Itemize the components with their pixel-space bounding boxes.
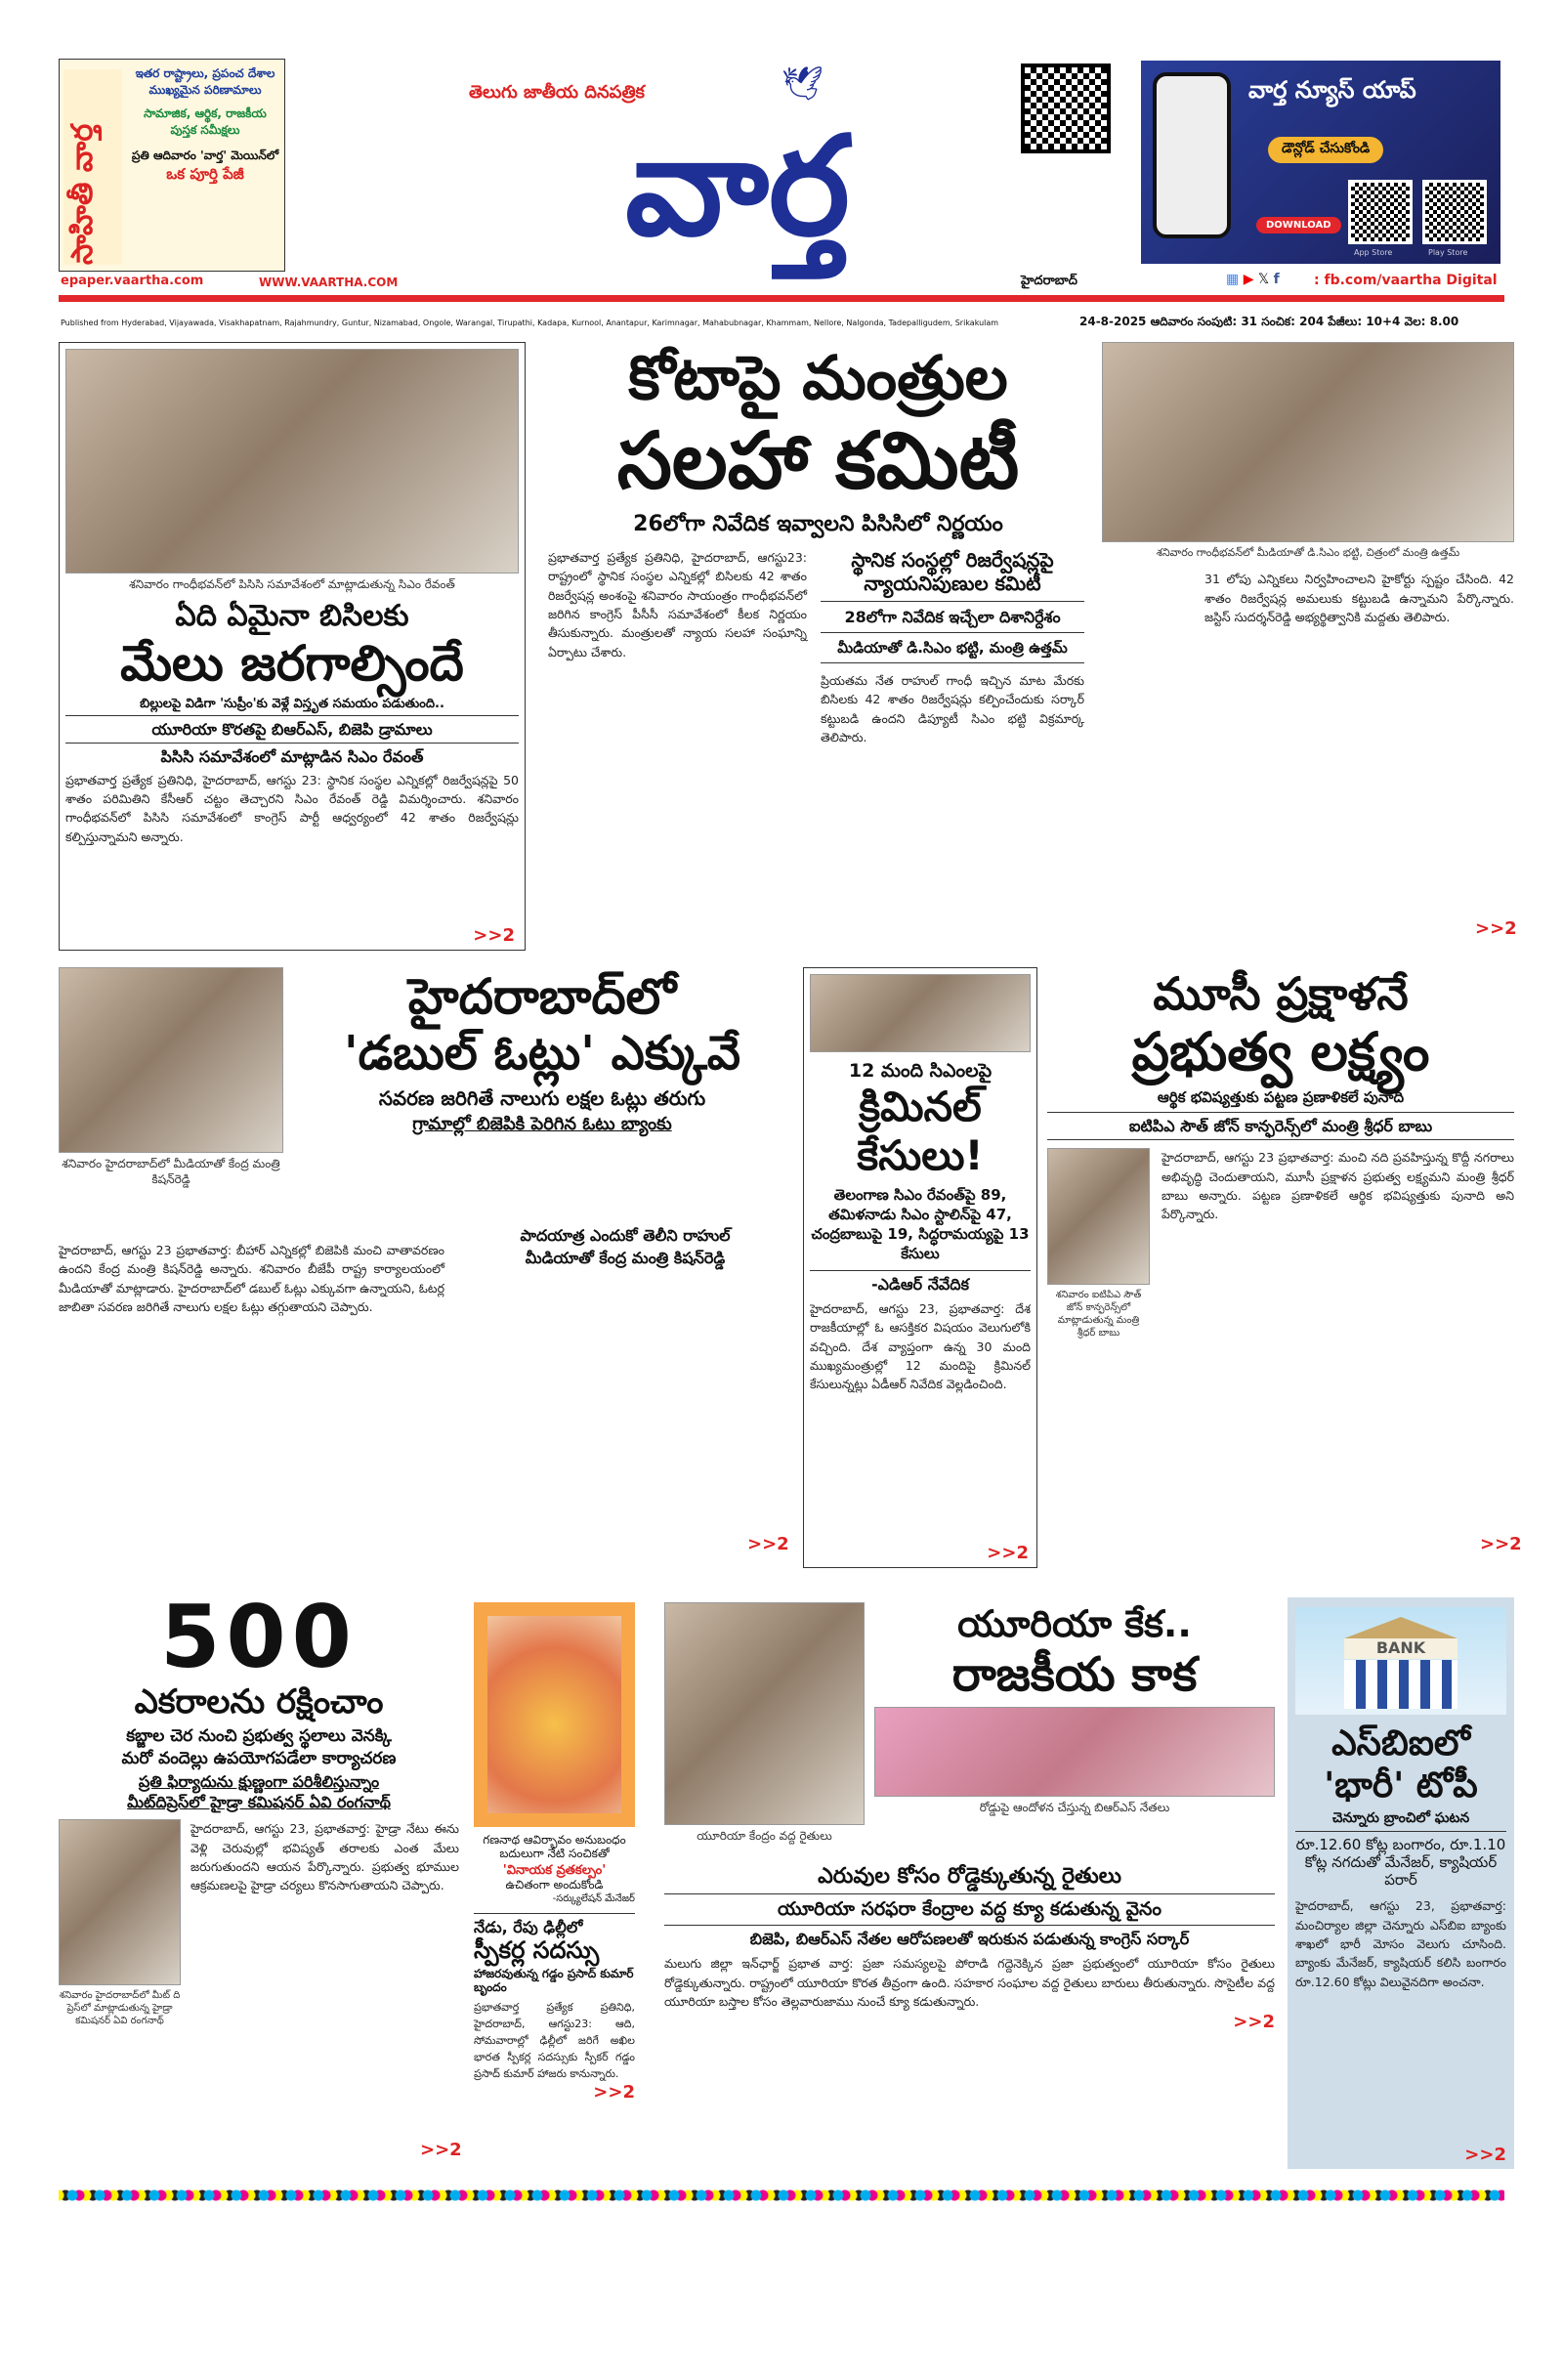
subhead: గ్రామాల్లో బిజెపికి పెరిగిన ఓటు బ్యాంకు	[412, 1113, 672, 1134]
ganesh-image	[487, 1616, 621, 1813]
photo-caption: శనివారం హైదరాబాద్‌లో మీట్ ది ప్రెస్‌లో మాట్లాడుతున్న హైడ్రా కమిషనర్ ఏవి రంగనాథ్	[59, 1990, 181, 2027]
photo-bhatti-uttam	[1102, 342, 1514, 542]
inner-body: ప్రియతమ నేత రాహుల్ గాంధీ ఇచ్చిన మాట మేరకు బిసిలకు 42 శాతం రిజర్వేషన్లు కల్పించేందుకు సర్కార్ కట్టుబడి ఉందని డిప్యూటీ సిఎం భట్టి విక్రమార్క తెలిపారు.	[821, 672, 1084, 745]
subhead: బిల్లులపై విడిగా 'సుప్రీం'కు వెళ్లే విస్తృత సమయం పడుతుంది..	[140, 696, 444, 711]
subhead: మీట్‌దిప్రెస్‌లో హైడ్రా కమిషనర్ ఏవి రంగనాథ్	[127, 1793, 391, 1812]
ganesh-promo[interactable]	[474, 1602, 635, 1827]
app-store-qr[interactable]	[1348, 180, 1413, 244]
continued-link[interactable]: >>2	[1233, 2011, 1275, 2032]
kicker: 12 మంది సిఎంలపై	[848, 1060, 993, 1082]
red-bar	[59, 295, 1504, 302]
bank-sign: BANK	[1344, 1638, 1457, 1659]
lead-kicker: కోటాపై మంత్రుల	[628, 342, 1008, 413]
photo-caption: శనివారం ఐటిపిఎ సౌత్ జోన్ కాన్ఫరెన్స్‌లో మాట్లాడుతున్న మంత్రి శ్రీధర్ బాబు	[1055, 1290, 1142, 1339]
inner-subhead: మీడియాతో డి.సిఎం భట్టి, మంత్రి ఉత్తమ్	[821, 633, 1084, 663]
inner-headline: స్థానిక సంస్థల్లో రిజర్వేషన్లపై న్యాయనిపుణుల కమిటీ	[821, 548, 1084, 602]
youtube-icon[interactable]: ▶	[1243, 272, 1254, 287]
kicker: నేడు, రేపు ఢిల్లీలో	[474, 1913, 635, 1936]
subhead: రూ.12.60 కోట్ల బంగారం, రూ.1.10 కోట్ల నగదుతో మేనేజర్, క్యాషియర్ పరార్	[1295, 1831, 1506, 1889]
number-500: 500	[160, 1587, 358, 1687]
app-store-label: App Store	[1354, 248, 1393, 257]
lead-body-continued: 31 లోపు ఎన్నికలు నిర్వహించాలని హైకోర్టు స్పష్టం చేసింది. 42 శాతం రిజర్వేషన్ల అమలుకు కట్టుబడి ఉన్నామని పేర్కొన్నారు. జస్టిస్ సుదర్శన్‌రెడ్డి అభ్యర్థిత్వానికి మద్దతు తెలిపారు.	[1204, 572, 1514, 625]
ad-line: ముఖ్యమైన పరిణామాలు	[148, 83, 262, 98]
continued-link[interactable]: >>2	[473, 925, 515, 946]
dateline: 24-8-2025 ఆదివారం సంపుటి: 31 సంచిక: 204 పేజీలు: 10+4 వెల: 8.00	[1079, 315, 1459, 328]
ad-line: ఇతర రాష్ట్రాలు, ప్రపంచ దేశాల	[135, 66, 275, 80]
phone-image	[1153, 72, 1231, 238]
continued-link[interactable]: >>2	[987, 1543, 1029, 1563]
photo-caption: శనివారం హైదరాబాద్‌లో మీడియాతో కేంద్ర మంత్రి కిషన్‌రెడ్డి	[62, 1157, 280, 1186]
google-news-icon[interactable]: ▦	[1226, 272, 1240, 287]
photo-three-cms	[810, 974, 1031, 1052]
story-body: హైదరాబాద్, ఆగస్టు 23 ప్రభాతవార్త: బీహార్ ఎన్నికల్లో బిజెపికి మంచి వాతావరణం ఉందని కేంద్ర మంత్రి కిషన్‌రెడ్డి అన్నారు. శనివారం బీజేపీ రాష్ట్ర కార్యాలయంలో మీడియాతో మాట్లాడారు. హైదరాబాద్‌లో డబుల్ ఓట్లు ఎక్కువగా ఉన్నాయని, ఓటర్ల జాబితా సవరణ జరిగితే నాలుగు లక్షల ఓట్లు తగ్గుతాయని చెప్పారు.	[59, 1243, 444, 1315]
subhead: పిసిసి సమావేశంలో మాట్లాడిన సిఎం రేవంత్	[160, 747, 424, 767]
subhead: మరో వందెల్లు ఉపయోగపడేలా కార్యాచరణ	[121, 1748, 397, 1768]
continued-link[interactable]: >>2	[747, 1534, 789, 1554]
sahiti-ad[interactable]	[59, 59, 285, 272]
ganesh-byline: -సర్క్యులేషన్ మేనేజర్	[552, 1892, 635, 1904]
photo-revanth-meeting	[65, 349, 519, 574]
facebook-handle[interactable]: : fb.com/vaartha Digital	[1314, 273, 1498, 288]
photo-caption: యూరియా కేంద్రం వద్ద రైతులు	[697, 1829, 832, 1843]
photo-caption: రోడ్డుపై ఆందోళన చేస్తున్న బిఆర్ఎస్ నేతలు	[979, 1801, 1170, 1815]
story-body: హైదరాబాద్, ఆగస్టు 23, ప్రభాతవార్త: దేశ రాజకీయాల్లో ఓ ఆసక్తికర విషయం వెలుగులోకి వచ్చింది. దేశ వ్యాప్తంగా ఉన్న 30 మంది ముఖ్యమంత్రుల్లో 12 మందిపై క్రిమినల్ కేసులున్నట్లు ఏడీఆర్ నివేదిక వెల్లడించింది.	[810, 1300, 1031, 1392]
download-cta[interactable]: డౌన్లోడ్ చేసుకోండి	[1268, 137, 1383, 163]
photo-caption: శనివారం గాంధీభవన్‌లో మీడియాతో డి.సిఎం భట్టి, చిత్రంలో మంత్రి ఉత్తమ్	[1156, 546, 1460, 559]
subhead: యూరియా సరఫరా కేంద్రాల వద్ద క్యూ కడుతున్న వైనం	[664, 1893, 1275, 1926]
subhead: ప్రతి ఫిర్యాదును క్షుణ్ణంగా పరిశీలిస్తున్నాం	[138, 1771, 380, 1791]
social-icons[interactable]	[1226, 272, 1280, 287]
ad-line: ఒక పూర్తి పేజీ	[166, 164, 244, 183]
subhead: ఐటిపిఎ సౌత్ జోన్ కాన్ఫరెన్స్‌లో మంత్రి శ్రీధర్ బాబు	[1047, 1112, 1514, 1140]
story-body: ప్రభాతవార్త ప్రత్యేక ప్రతినిధి, హైదరాబాద్, ఆగస్టు 23: స్థానిక సంస్థల ఎన్నికల్లో రిజర్వేషన్లపై 50 శాతం పరిమితిని కేసీఆర్ చట్టం తెచ్చారని సిఎం రేవంత్ రెడ్డి విమర్శించారు. శనివారం గాంధీభవన్‌లో పిసిసి సమావేశంలో కాంగ్రెస్ పార్టీ ఆధ్వర్యంలో 42 శాతం రిజర్వేషన్లు కల్పిస్తున్నామని అన్నారు.	[65, 772, 519, 844]
subhead: పాదయాత్ర ఎందుకో తెలీని రాహుల్	[520, 1226, 731, 1245]
kicker: యూరియా కేక..	[957, 1602, 1192, 1645]
headline: ఎకరాలను రక్షించాం	[134, 1682, 384, 1722]
story-body: ప్రభాతవార్త ప్రత్యేక ప్రతినిధి, హైదరాబాద్, ఆగస్టు23: ఆది, సోమవారాల్లో ఢిల్లీలో జరిగే అఖిల భారత స్పీకర్ల సదస్సుకు స్పీకర్ గడ్డం ప్రసాద్ కుమార్ హాజరు కానున్నారు.	[474, 2000, 635, 2080]
ad-line: సామాజిక, ఆర్థిక, రాజకీయ	[144, 106, 267, 120]
headline: ఎస్‌బిఐలో	[1331, 1723, 1470, 1764]
story-bc-reservation	[59, 342, 526, 951]
kicker: మూసీ ప్రక్షాళనే	[1153, 967, 1409, 1020]
headline: స్పీకర్ల సదస్సు	[474, 1935, 600, 1964]
story-cm-criminal-cases	[803, 967, 1037, 1568]
app-ad[interactable]	[1141, 61, 1500, 264]
subhead: కబ్జాల చెర నుంచి ప్రభుత్వ స్థలాలు వెనక్కి	[126, 1726, 392, 1747]
subhead: యూరియా కొరతపై బిఆర్ఎస్, బిజెపి డ్రామాలు	[65, 715, 519, 744]
ganesh-note: ఉచితంగా అందుకోండి	[505, 1878, 604, 1892]
photo-caption: శనివారం గాంధీభవన్‌లో పిసిసి సమావేశంలో మాట్లాడుతున్న సిఎం రేవంత్	[129, 577, 455, 591]
qr-code[interactable]	[1021, 64, 1111, 153]
headline: 'భారీ' టోపీ	[1324, 1765, 1478, 1806]
headline: మేలు జరగాల్సిందే	[120, 634, 464, 692]
headline: 'డబుల్ ఓట్లు' ఎక్కువే	[343, 1026, 741, 1081]
published-from: Published from Hyderabad, Vijayawada, Visakhapatnam, Rajahmundry, Guntur, Nizamabad, Ongole, Warangal, Tirupathi, Kadapa, Kurnool, Anantapur, Karimnagar, Mahabubnagar, Khammam, Nellore, Nalgonda, Tadepalligudem, Srikakulam	[61, 319, 999, 327]
app-ad-title: వార్త న్యూస్ యాప్	[1248, 76, 1416, 104]
subhead: హాజరవుతున్న గడ్డం ప్రసాద్ కుమార్ బృందం	[474, 1966, 634, 1995]
bird-icon: 🕊	[782, 64, 824, 104]
subhead: తెలంగాణ సిఎం రేవంత్‌పై 89, తమిళనాడు సిఎం స్టాలిన్‌పై 47, చంద్రబాబుపై 19, సిద్ధరామయ్యపై 13 కేసులు	[811, 1185, 1030, 1263]
play-store-qr[interactable]	[1422, 180, 1487, 244]
continued-link[interactable]: >>2	[1475, 918, 1517, 939]
ad-line: ప్రతి ఆదివారం 'వార్త' మెయిన్‌లో	[131, 148, 279, 162]
headline: క్రిమినల్ కేసులు!	[857, 1082, 984, 1180]
bank-illustration	[1295, 1607, 1506, 1715]
headline: రాజకీయ కాక	[951, 1646, 1198, 1702]
edition: హైదరాబాద్	[1021, 274, 1077, 288]
source: -ఎడిఆర్ నేవేదిక	[810, 1270, 1031, 1294]
photo-urea-queue	[664, 1602, 865, 1825]
lead-body: ప్రభాతవార్త ప్రత్యేక ప్రతినిధి, హైదరాబాద్, ఆగస్టు23: రాష్ట్రంలో స్థానిక సంస్థల ఎన్నికల్లో బిసిలకు 42 శాతం రిజర్వేషన్ల అంశంపై శనివారం సాయంత్రం గాంధీభవన్‌లో జరిగిన కాంగ్రెస్ పీసీసీ సమావేశంలో కీలక నిర్ణయం తీసుకున్నారు. మంత్రులతో న్యాయ సలహా సంఘాన్ని ఏర్పాటు చేశారు.	[548, 549, 807, 659]
kicker: హైదరాబాద్‌లో	[407, 968, 677, 1025]
download-button[interactable]: DOWNLOAD	[1256, 217, 1341, 234]
continued-link[interactable]: >>2	[1480, 1534, 1522, 1554]
lead-headline: సలహా కమిటీ	[616, 415, 1020, 507]
photo-kishan-reddy	[59, 967, 283, 1153]
tagline: తెలుగు జాతీయ దినపత్రిక	[469, 82, 645, 103]
x-icon[interactable]: 𝕏	[1257, 272, 1270, 287]
sahiti-logo: సాహితీ వార్త	[63, 69, 122, 265]
continued-link[interactable]: >>2	[1464, 2145, 1506, 2165]
lead-inner-box	[821, 548, 1084, 747]
vaartha-logo: వార్త	[625, 107, 850, 267]
ad-line: పుస్తక సమీక్షలు	[170, 123, 240, 138]
story-body: హైదరాబాద్, ఆగస్టు 23 ప్రభాతవార్త: మంచి నది ప్రవహిస్తున్న కొద్దీ నగరాలు అభివృద్ధి చెందుతాయని, మూసీ ప్రక్షాళన ప్రభుత్వ లక్ష్యమని మంత్రి శ్రీధర్ బాబు అన్నారు. పట్టణ ప్రణాళికలే ఆర్థిక భవిష్యత్తుకు పునాది అని పేర్కొన్నారు.	[1162, 1150, 1514, 1222]
subhead: మీడియాతో కేంద్ర మంత్రి కిషన్‌రెడ్డి	[525, 1249, 726, 1268]
continued-link[interactable]: >>2	[420, 2140, 462, 2160]
continued-link[interactable]: >>2	[593, 2081, 635, 2103]
inner-subhead: 28లోగా నివేదిక ఇచ్చేలా దిశానిర్దేశం	[821, 602, 1084, 633]
color-registration-strip	[59, 2189, 1504, 2202]
headline: ప్రభుత్వ లక్ష్యం	[1131, 1021, 1430, 1084]
story-body: హైదరాబాద్, ఆగస్టు 23, ప్రభాతవార్త: హైడ్రా నేటు ఈను వెళ్లి చెరువుల్లో భవిష్యత్ తరాలకు ఎంత మేలు జరుగుతుందని ఆయన పేర్కొన్నారు. ప్రభుత్వ భూముల ఆక్రమణలపై హైడ్రా చర్యలు కొనసాగుతాయని చెప్పారు.	[190, 1821, 459, 1893]
subhead: చెన్నూరు బ్రాంచిలో ఘటన	[1331, 1810, 1470, 1827]
website-link[interactable]: WWW.VAARTHA.COM	[259, 276, 399, 289]
photo-brs-protest	[874, 1707, 1275, 1797]
story-sbi-fraud	[1288, 1597, 1514, 2169]
ganesh-title: 'వినాయక వ్రతకల్పం'	[502, 1862, 607, 1878]
ganesh-caption: గణనాథ ఆవిర్భావం అనుబంధం బదులుగా నేటి సంచికతో	[483, 1833, 626, 1861]
play-store-label: Play Store	[1428, 248, 1468, 257]
facebook-icon[interactable]: f	[1273, 272, 1280, 287]
lead-subhead: 26లోగా నివేదిక ఇవ్వాలని పిసిసిలో నిర్ణయం	[633, 512, 1003, 537]
photo-sridhar-babu	[1047, 1148, 1150, 1285]
epaper-link[interactable]: epaper.vaartha.com	[61, 274, 204, 288]
subhead: బిజెపి, బిఆర్ఎస్ నేతల ఆరోపణలతో ఇరుకున పడుతున్న కాంగ్రెస్ సర్కార్	[749, 1930, 1190, 1949]
story-body: హైదరాబాద్, ఆగస్టు 23, ప్రభాతవార్త: మంచిర్యాల జిల్లా చెన్నూరు ఎస్‌బిఐ బ్యాంకు శాఖలో భారీ మోసం వెలుగు చూసింది. బ్యాంకు మేనేజర్, క్యాషియర్ కలిసి బంగారం రూ.12.60 కోట్లు విలువైనదిగా అంచనా.	[1295, 1898, 1506, 1989]
subhead: సవరణ జరిగితే నాలుగు లక్షల ఓట్లు తరుగు	[378, 1085, 706, 1110]
story-body: మలుగు జిల్లా ఇన్‌ఛార్జ్ ప్రభాత వార్త: ప్రజా సమస్యలపై పోరాడి గద్దెనెక్కిన ప్రజా ప్రభుత్వంలో యూరియా కోసం రైతులు రోడ్డెక్కుతున్నారు. రాష్ట్రంలో యూరియా కొరత తీవ్రంగా ఉంది. సహకార సంఘాల వద్ద రైతులు బారులు తీరుతున్నారు. సొసైటీల వద్ద యూరియా బస్తాల కోసం తెల్లవారుజాము నుంచే క్యూ కడుతున్నారు.	[664, 1956, 1275, 2010]
subhead: ఆర్థిక భవిష్యత్తుకు పట్టణ ప్రణాళికలే పునాది	[1157, 1087, 1405, 1106]
subhead: ఎరువుల కోసం రోడ్డెక్కుతున్న రైతులు	[818, 1864, 1121, 1889]
kicker: ఏది ఏమైనా బిసిలకు	[175, 598, 409, 633]
photo-ranganath	[59, 1819, 181, 1985]
